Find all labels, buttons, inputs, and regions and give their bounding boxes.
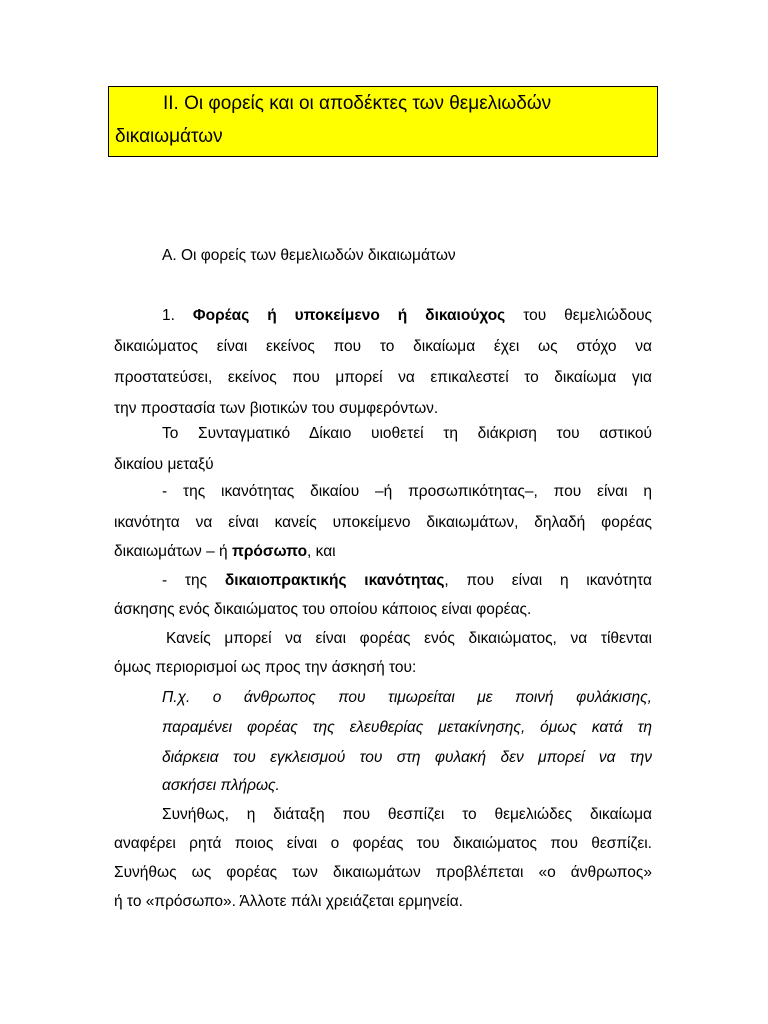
paragraph-3-line-3 xyxy=(114,542,652,562)
chapter-heading-line-2: δικαιωμάτων xyxy=(115,126,223,147)
paragraph-1-line-4: την προστασία των βιοτικών του συμφερόντων. xyxy=(114,400,439,417)
paragraph-5-line-2: όμως περιορισμοί ως προς την άσκησή του: xyxy=(114,659,417,676)
paragraph-1-line-1 xyxy=(114,306,652,326)
paragraph-3-line-3-start: δικαιωμάτων – ή xyxy=(114,543,228,560)
paragraph-6-line-3: Συνήθως ως φορέας των δικαιωμάτων προβλέπεται «ο άνθρωπος» xyxy=(114,864,652,881)
chapter-heading-box xyxy=(108,86,658,157)
paragraph-2-line-2: δικαίου μεταξύ xyxy=(114,456,214,473)
paragraph-4-line-1 xyxy=(114,571,652,591)
paragraph-1-bold-term: Φορέας ή υποκείμενο ή δικαιούχος xyxy=(192,307,506,324)
paragraph-4-line-1-end: , που είναι η ικανότητα xyxy=(444,572,653,589)
example-line-1: Π.χ. ο άνθρωπος που τιμωρείται με ποινή φυλάκισης, xyxy=(162,689,652,706)
paragraph-5-line-1: Κανείς μπορεί να είναι φορέας ενός δικαιώματος, να τίθενται xyxy=(166,630,652,647)
paragraph-1-number: 1. xyxy=(162,307,175,324)
example-line-3: διάρκεια του εγκλεισμού του στη φυλακή δεν μπορεί να την xyxy=(162,749,652,766)
paragraph-6-line-1: Συνήθως, η διάταξη που θεσπίζει το θεμελιώδες δικαίωμα xyxy=(162,806,652,823)
paragraph-1-line-1-tail: του θεμελιώδους xyxy=(523,307,653,324)
paragraph-4-bold-term: δικαιοπρακτικής ικανότητας xyxy=(224,572,445,589)
paragraph-2-line-1: Το Συνταγματικό Δίκαιο υιοθετεί τη διάκριση του αστικού xyxy=(162,425,652,442)
paragraph-1-line-3: προστατεύσει, εκείνος που μπορεί να επικαλεστεί το δικαίωμα για xyxy=(114,369,652,386)
paragraph-3-bold-term: πρόσωπο xyxy=(231,543,308,560)
chapter-heading-line-1: II. Οι φορείς και οι αποδέκτες των θεμελιωδών xyxy=(163,93,552,114)
paragraph-6-line-2: αναφέρει ρητά ποιος είναι ο φορέας του δικαιώματος που θεσπίζει. xyxy=(114,835,652,852)
paragraph-1-line-2: δικαιώματος είναι εκείνος που το δικαίωμα έχει ως στόχο να xyxy=(114,338,652,355)
paragraph-3-line-3-end: , και xyxy=(307,543,336,560)
example-line-4: ασκήσει πλήρως. xyxy=(162,777,280,794)
paragraph-3-line-2: ικανότητα να είναι κανείς υποκείμενο δικαιωμάτων, δηλαδή φορέας xyxy=(114,514,652,531)
paragraph-4-line-1-start: - της xyxy=(162,572,208,589)
paragraph-3-line-1: - της ικανότητας δικαίου –ή προσωπικότητας–, που είναι η xyxy=(162,483,652,500)
section-heading: Α. Οι φορείς των θεμελιωδών δικαιωμάτων xyxy=(162,247,456,264)
paragraph-6-line-4: ή το «πρόσωπο». Άλλοτε πάλι χρειάζεται ερμηνεία. xyxy=(114,893,463,910)
example-line-2: παραμένει φορέας της ελευθερίας μετακίνησης, όμως κατά τη xyxy=(162,719,652,736)
paragraph-4-line-2: άσκησης ενός δικαιώματος του οποίου κάποιος είναι φορέας. xyxy=(114,601,532,618)
